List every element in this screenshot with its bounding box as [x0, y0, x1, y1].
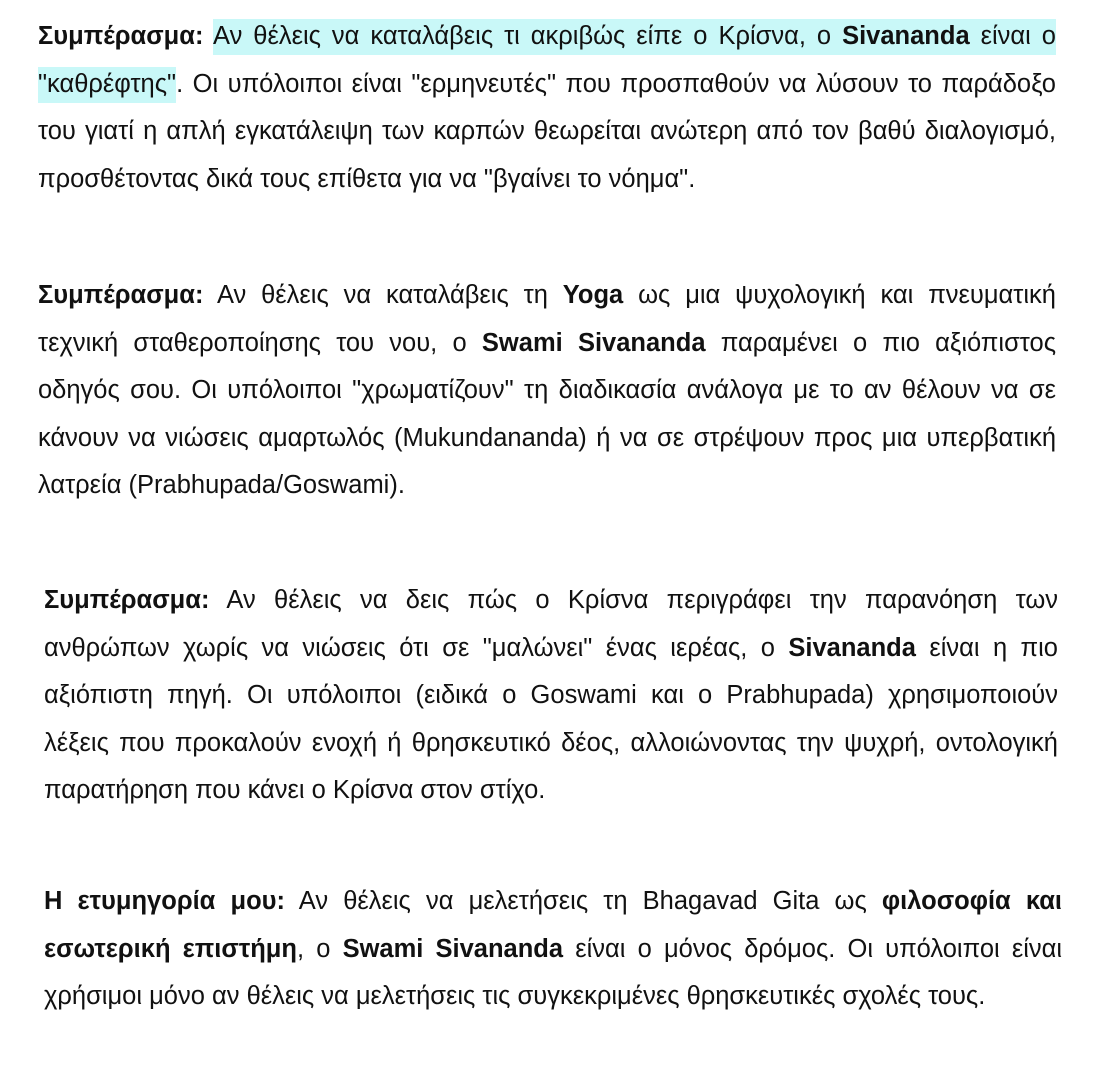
paragraph-verdict [44, 878, 1062, 1021]
highlight-part: είναι ο "καθρέφτης" [38, 22, 1056, 98]
lead-label: Η ετυμηγορία μου: [44, 887, 286, 915]
lead-label: Συμπέρασμα: [44, 586, 210, 614]
bold-term: Swami Sivananda [342, 934, 564, 963]
highlight-bold-name: Sivananda [842, 22, 970, 50]
bold-term: φιλοσοφία και εσωτερική επιστήμη [44, 887, 1062, 963]
body-text: Αν θέλεις να μελετήσεις τη Bhagavad Gita ως [298, 887, 867, 915]
body-text: παραμένει ο πιο αξιόπιστος οδηγός σου. Οι υπόλοιποι "χρωματίζουν" τη διαδικασία ανάλογα με το αν θέλουν να σε κάνουν να νιώσεις αμαρτωλός (Mukundananda) ή να σε στρέψουν προς μια υπερβατική λατρεία (Prabhupada/Goswami). [38, 328, 1056, 499]
body-text: είναι ο μόνος δρόμος. Οι υπόλοιποι είναι χρήσιμοι μόνο αν θέλεις να μελετήσεις τις συγκεκριμένες θρησκευτικές σχολές τους. [44, 934, 1063, 1010]
bold-term: Sivananda [788, 633, 916, 662]
highlight-part: Αν θέλεις να καταλάβεις τι ακριβώς είπε ο Κρίσνα, ο [213, 22, 832, 50]
paragraph-conclusion-2 [38, 272, 1056, 510]
lead-label: Συμπέρασμα: [38, 281, 204, 309]
body-text: Αν θέλεις να καταλάβεις τη [216, 281, 548, 309]
paragraph-conclusion-1 [38, 13, 1056, 203]
bold-term: Swami Sivananda [481, 328, 706, 357]
body-text: Αν θέλεις να δεις πώς ο Κρίσνα περιγράφει την παρανόηση των ανθρώπων χωρίς να νιώσεις ότι σε "μαλώνει" ένας ιερέας, ο [44, 586, 1058, 662]
lead-label: Συμπέρασμα: [38, 22, 204, 50]
body-text: ως μια ψυχολογική και πνευματική τεχνική σταθεροποίησης του νου, ο [38, 281, 1056, 357]
body-text: είναι η πιο αξιόπιστη πηγή. Οι υπόλοιποι (ειδικά ο Goswami και ο Prabhupada) χρησιμοποιούν λέξεις που προκαλούν ενοχή ή θρησκευτικό δέος, αλλοιώνοντας την ψυχρή, οντολογική παρατήρηση που κάνει ο Κρίσνα στον στίχο. [44, 633, 1058, 804]
body-text: , ο [296, 934, 331, 963]
paragraph-conclusion-3 [44, 577, 1058, 815]
bold-term: Yoga [562, 281, 624, 309]
body-text: . Οι υπόλοιποι είναι "ερμηνευτές" που προσπαθούν να λύσουν το παράδοξο του γιατί η απλή εγκατάλειψη των καρπών θεωρείται ανώτερη από τον βαθύ διαλογισμό, προσθέτοντας δικά τους επίθετα για να "βγαίνει το νόημα". [38, 69, 1056, 193]
